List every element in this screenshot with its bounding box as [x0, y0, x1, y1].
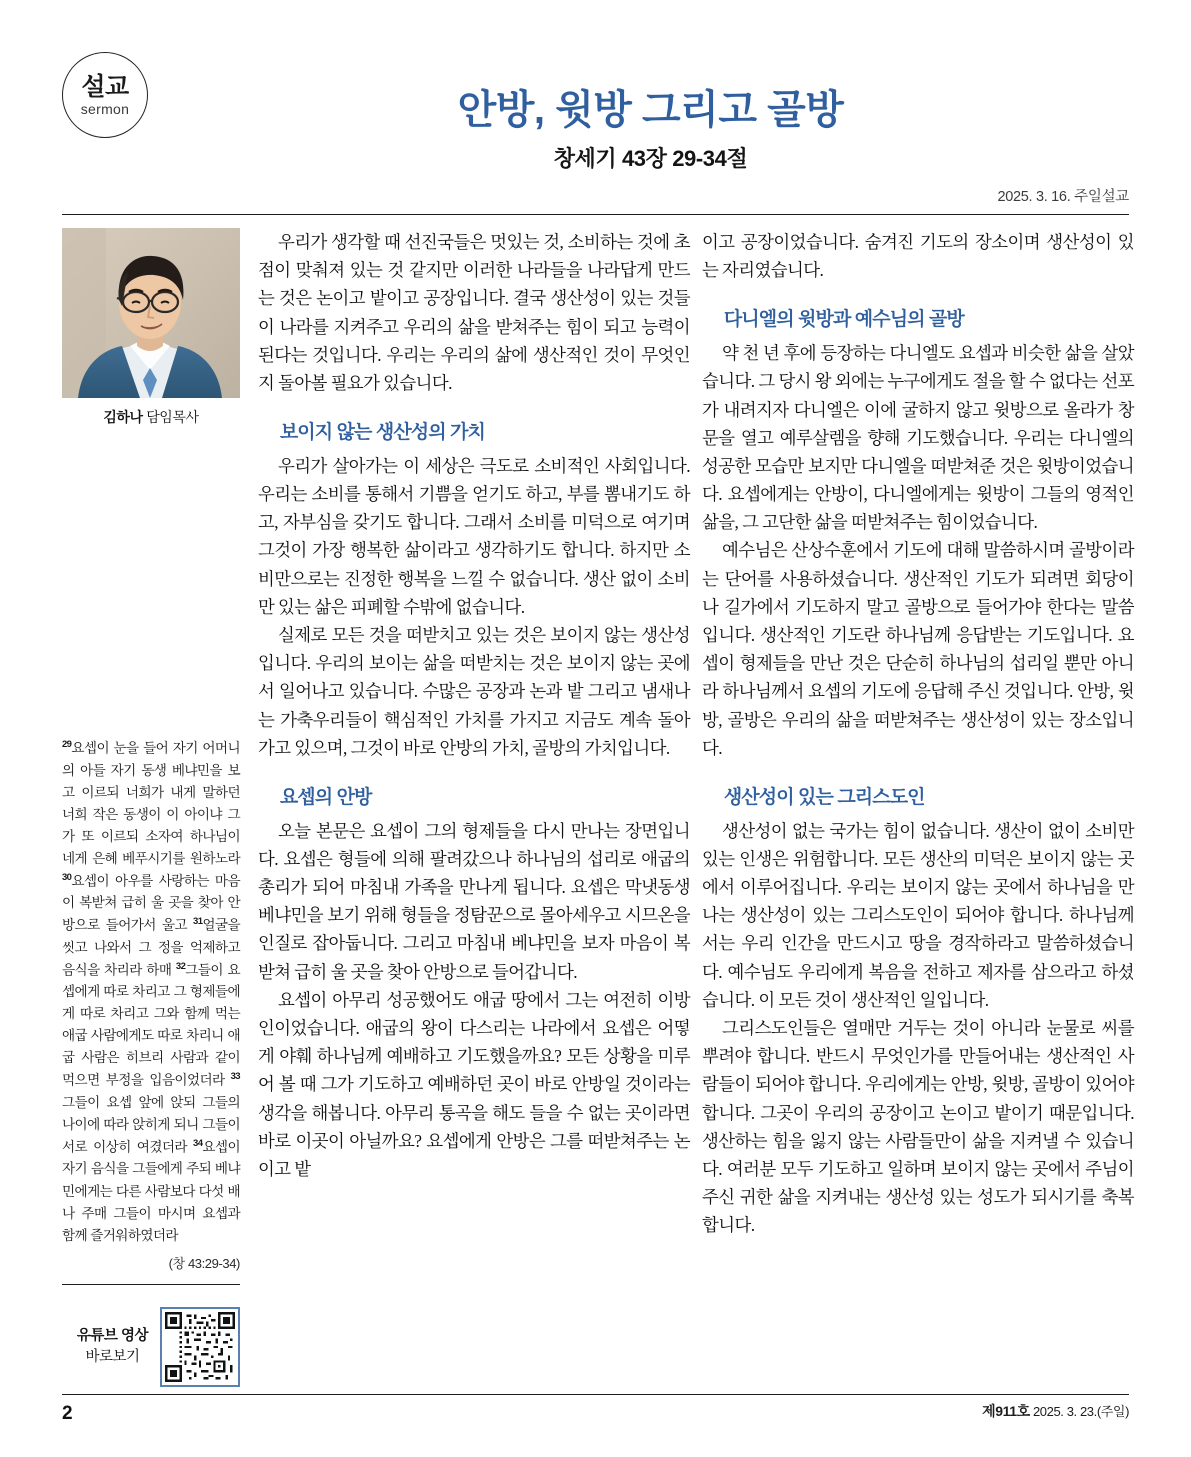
qr-label: [77, 1326, 148, 1368]
article-paragraph: 우리가 살아가는 이 세상은 극도로 소비적인 사회입니다. 우리는 소비를 통해서 기쁨을 얻기도 하고, 부를 뽐내기도 하고, 자부심을 갖기도 합니다. 그래서 소비를 미덕으로 여기며 그것이 가장 행복한 삶이라고 생각하기도 합니다. 하지만 소비만으로는 진정한 행복을 느낄 수 없습니다. 생산 없이 소비만 있는 삶은 피폐할 수밖에 없습니다.: [258, 455, 690, 617]
sermon-date: 2025. 3. 16. 주일설교: [997, 189, 1129, 205]
left-rail: [62, 228, 240, 1387]
rail-divider: [62, 1284, 240, 1285]
qr-label-line2: 바로보기: [85, 1348, 140, 1365]
verse-text-29: 요셉이 눈을 들어 자기 어머니의 아들 자기 동생 베냐민을 보고 이르되 너희가 내게 말하던 너희 작은 동생이 이 아이냐 그가 또 이르되 소자여 하나님이 네게 은혜 베푸시기를 원하노라: [62, 740, 240, 866]
pastor-role: 담임목사: [146, 409, 199, 425]
scripture-citation: (창 43:29-34): [168, 1255, 240, 1271]
verse-text-31: 얼굴을 씻고 나와서 그 정을 억제하고 음식을 차리라 하매: [62, 917, 240, 978]
article-column-left: [258, 228, 690, 1183]
footer-issue-info: [982, 1401, 1129, 1421]
verse-number-29: 29: [62, 739, 72, 750]
youtube-qr-block[interactable]: [62, 1307, 240, 1387]
footer-issue-date: 2025. 3. 23.(주일): [1032, 1404, 1129, 1419]
masthead: [0, 0, 1191, 215]
page-title: 안방, 윗방 그리고 골방: [457, 88, 844, 132]
section-heading: 생산성이 있는 그리스도인: [723, 786, 925, 808]
article-paragraph: 우리가 생각할 때 선진국들은 멋있는 것, 소비하는 것에 초점이 맞춰져 있는 것 같지만 이러한 나라들을 나라답게 만드는 것은 논이고 밭이고 공장입니다. 결국 생산성이 있는 것들이 나라를 지켜주고 우리의 삶을 받쳐주는 힘이 되고 능력이 된다는 것입니다. 우리는 우리의 삶에 생산적인 것이 무엇인지 돌아볼 필요가 있습니다.: [258, 232, 690, 393]
sermon-stamp-badge: [62, 52, 148, 138]
section-heading: 요셉의 안방: [279, 786, 372, 808]
sermon-stamp-korean-label: 설교: [81, 72, 129, 101]
page-number: 2: [62, 1403, 73, 1424]
footer-divider: [62, 1394, 1129, 1395]
scripture-passage: [62, 737, 240, 1247]
qr-label-line1: 유튜브 영상: [76, 1327, 148, 1344]
portrait-caption: [62, 407, 240, 427]
article-paragraph: 그리스도인들은 열매만 거두는 것이 아니라 눈물로 씨를 뿌려야 합니다. 반드시 무엇인가를 만들어내는 생산적인 사람들이 되어야 합니다. 우리에게는 안방, 윗방, 골방이 있어야 합니다. 그곳이 우리의 공장이고 논이고 밭이기 때문입니다. 생산하는 힘을 잃지 않는 사람들만이 삶을 지켜낼 수 있습니다. 여러분 모두 기도하고 일하며 보이지 않는 곳에서 주님이 주신 귀한 삶을 지켜내는 생산성 있는 성도가 되시기를 축복합니다.: [702, 1018, 1134, 1236]
article-paragraph: 약 천 년 후에 등장하는 다니엘도 요셉과 비슷한 삶을 살았습니다. 그 당시 왕 외에는 누구에게도 절을 할 수 없다는 선포가 내려지자 다니엘은 이에 굴하지 않고 윗방으로 올라가 창문을 열고 예루살렘을 향해 기도했습니다. 우리는 다니엘의 성공한 모습만 보지만 다니엘을 떠받쳐준 것은 윗방이었습니다. 요셉에게는 안방이, 다니엘에게는 윗방이 그들의 영적인 삶을, 그 고단한 삶을 떠받쳐주는 힘이었습니다.: [702, 343, 1134, 533]
section-heading: 보이지 않는 생산성의 가치: [279, 422, 485, 444]
article-paragraph: 생산성이 없는 국가는 힘이 없습니다. 생산이 없이 소비만 있는 인생은 위험합니다. 모든 생산의 미덕은 보이지 않는 곳에서 이루어집니다. 우리는 보이지 않는 곳에서 하나님을 만나는 생산성이 있는 그리스도인이 되어야 합니다. 하나님께서는 우리 인간을 만드시고 땅을 경작하라고 말씀하셨습니다. 예수님도 우리에게 복음을 전하고 제자를 삼으라고 하셨습니다. 이 모든 것이 생산적인 일입니다.: [702, 820, 1134, 1010]
pastor-name: 김하나: [103, 409, 143, 425]
verse-text-33: 그들이 요셉 앞에 앉되 그들의 나이에 따라 앉히게 되니 그들이 서로 이상히 여겼더라: [62, 1094, 240, 1155]
section-heading: 다니엘의 윗방과 예수님의 골방: [723, 309, 964, 331]
article-paragraph: 오늘 본문은 요셉이 그의 형제들을 다시 만나는 장면입니다. 요셉은 형들에 의해 팔려갔으나 하나님의 섭리로 애굽의 총리가 되어 마침내 가족을 만나게 됩니다. 요셉은 막냇동생 베냐민을 보기 위해 형들을 정탐꾼으로 몰아세우고 시므온을 인질로 잡아둡니다. 그리고 마침내 베냐민을 보자 마음이 복받쳐 급히 울 곳을 찾아 안방으로 들어갑니다.: [258, 820, 690, 982]
verse-text-34: 요셉이 자기 음식을 그들에게 주되 베냐민에게는 다른 사람보다 다섯 배나 주매 그들이 마시며 요셉과 함께 즐거워하였더라: [62, 1139, 240, 1243]
verse-number-30: 30: [62, 871, 72, 883]
verse-number-34: 34: [193, 1137, 203, 1149]
article-paragraph: 이고 공장이었습니다. 숨겨진 기도의 장소이며 생산성이 있는 자리였습니다.: [702, 232, 1134, 281]
pastor-portrait: [62, 228, 240, 398]
article-paragraph: 실제로 모든 것을 떠받치고 있는 것은 보이지 않는 생산성입니다. 우리의 보이는 삶을 떠받치는 것은 보이지 않는 곳에서 일어나고 있습니다. 수많은 공장과 논과 밭 그리고 냄새나는 가축우리들이 핵심적인 가치를 가지고 지금도 계속 돌아가고 있으며, 그것이 바로 안방의 가치, 골방의 가치입니다.: [258, 625, 690, 758]
scripture-range-subtitle: 창세기 43장 29-34절: [553, 146, 748, 171]
verse-text-30: 요셉이 아우를 사랑하는 마음이 복받쳐 급히 울 곳을 찾아 안방으로 들어가서 울고: [62, 873, 240, 933]
article-paragraph: 예수님은 산상수훈에서 기도에 대해 말씀하시며 골방이라는 단어를 사용하셨습니다. 생산적인 기도가 되려면 회당이나 길가에서 기도하지 말고 골방으로 들어가야 한다는 말씀입니다. 생산적인 기도란 하나님께 응답받는 기도입니다. 요셉이 형제들을 만난 것은 단순히 하나님의 섭리일 뿐만 아니라 하나님께서 요셉의 기도에 응답해 주신 것입니다. 안방, 윗방, 골방은 우리의 삶을 떠받쳐주는 생산성이 있는 장소입니다.: [702, 540, 1134, 758]
article-paragraph: 요셉이 아무리 성공했어도 애굽 땅에서 그는 여전히 이방인이었습니다. 애굽의 왕이 다스리는 나라에서 요셉은 어떻게 야훼 하나님께 예배하고 기도했을까요? 모든 상황을 미루어 볼 때 그가 기도하고 예배하던 곳이 바로 안방일 것이라는 생각을 해봅니다. 아무리 통곡을 해도 들을 수 없는 곳이라면 바로 이곳이 아닐까요? 요셉에게 안방은 그를 떠받쳐주는 논이고 밭: [258, 989, 690, 1179]
verse-number-31: 31: [193, 916, 203, 928]
verse-text-32: 그들이 요셉에게 따로 차리고 그 형제들에게 따로 차리고 그와 함께 먹는 애굽 사람에게도 따로 차리니 애굽 사람은 히브리 사람과 같이 먹으면 부정을 입음이었더라: [62, 962, 240, 1088]
qr-code-icon[interactable]: [160, 1307, 240, 1387]
sermon-stamp-english-label: sermon: [80, 100, 130, 117]
header-divider: [62, 214, 1129, 215]
verse-number-32: 32: [175, 960, 186, 972]
verse-number-33: 33: [230, 1071, 240, 1083]
article-column-right: [702, 228, 1134, 1240]
footer-issue-number: 제911호: [982, 1403, 1030, 1419]
